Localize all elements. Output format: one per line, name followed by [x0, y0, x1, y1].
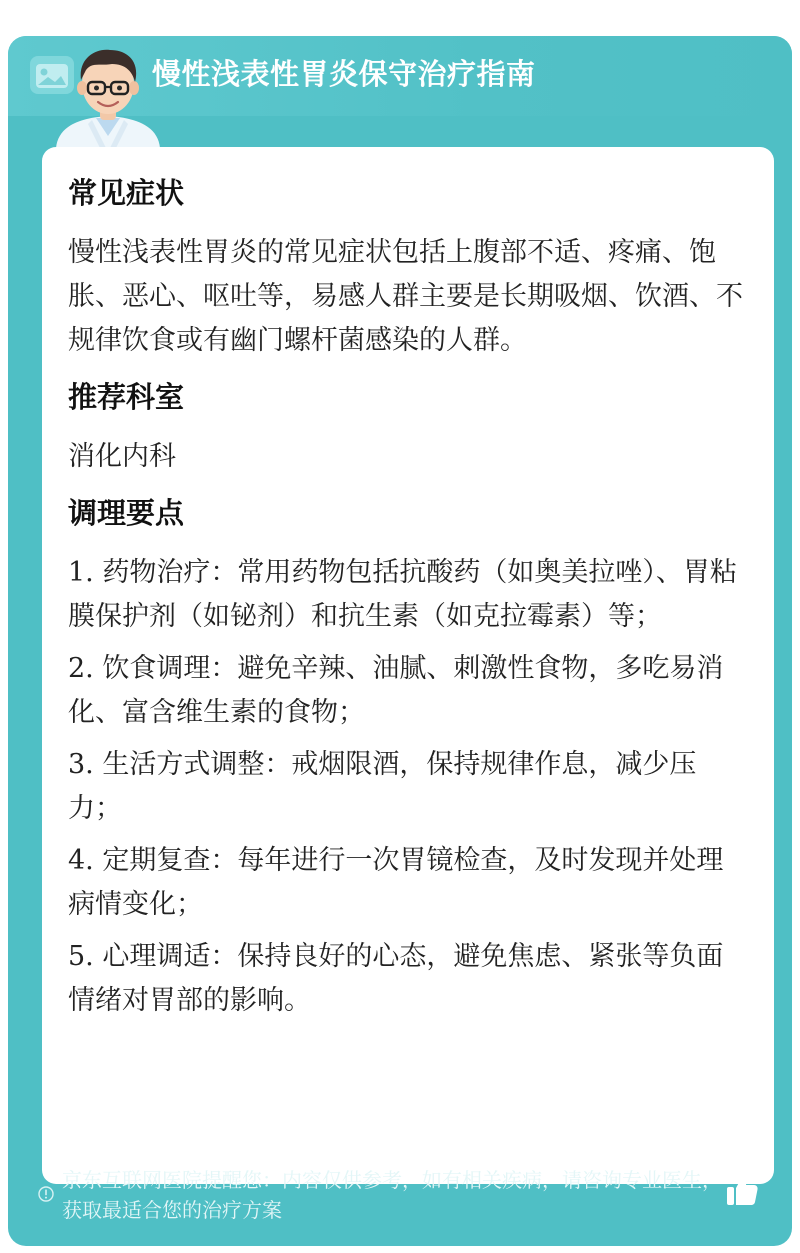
section-title-department: 推荐科室	[68, 380, 185, 414]
care-item-2: 2. 饮食调理：避免辛辣、油腻、刺激性食物，多吃易消化、富含维生素的食物；	[68, 653, 724, 728]
thumbs-up-icon[interactable]	[725, 1173, 759, 1207]
symptoms-text: 慢性浅表性胃炎的常见症状包括上腹部不适、疼痛、饱胀、恶心、呕吐等，易感人群主要是长期吸烟、饮酒、不规律饮食或有幽门螺杆菌感染的人群。	[68, 237, 743, 356]
disclaimer-footer	[8, 1161, 792, 1241]
section-title-care: 调理要点	[68, 496, 185, 530]
care-item-1: 1. 药物治疗：常用药物包括抗酸药（如奥美拉唑）、胃粘膜保护剂（如铋剂）和抗生素（如克拉霉素）等；	[68, 557, 737, 632]
department-text: 消化内科	[68, 441, 176, 472]
info-icon	[38, 1186, 54, 1202]
content-panel	[42, 147, 774, 1184]
care-item-3: 3. 生活方式调整：戒烟限酒，保持规律作息，减少压力；	[68, 749, 697, 824]
guide-card	[8, 36, 792, 1246]
care-item-5: 5. 心理调适：保持良好的心态，避免焦虑、紧张等负面情绪对胃部的影响。	[68, 941, 724, 1016]
doctor-avatar	[48, 44, 168, 148]
care-item-4: 4. 定期复查：每年进行一次胃镜检查，及时发现并处理病情变化；	[68, 845, 724, 920]
section-title-symptoms: 常见症状	[68, 176, 185, 210]
page-title: 慢性浅表性胃炎保守治疗指南	[152, 57, 536, 91]
disclaimer-text: 京东互联网医院提醒您：内容仅供参考，如有相关疾病，请咨询专业医生，获取最适合您的治疗方案	[62, 1168, 722, 1222]
